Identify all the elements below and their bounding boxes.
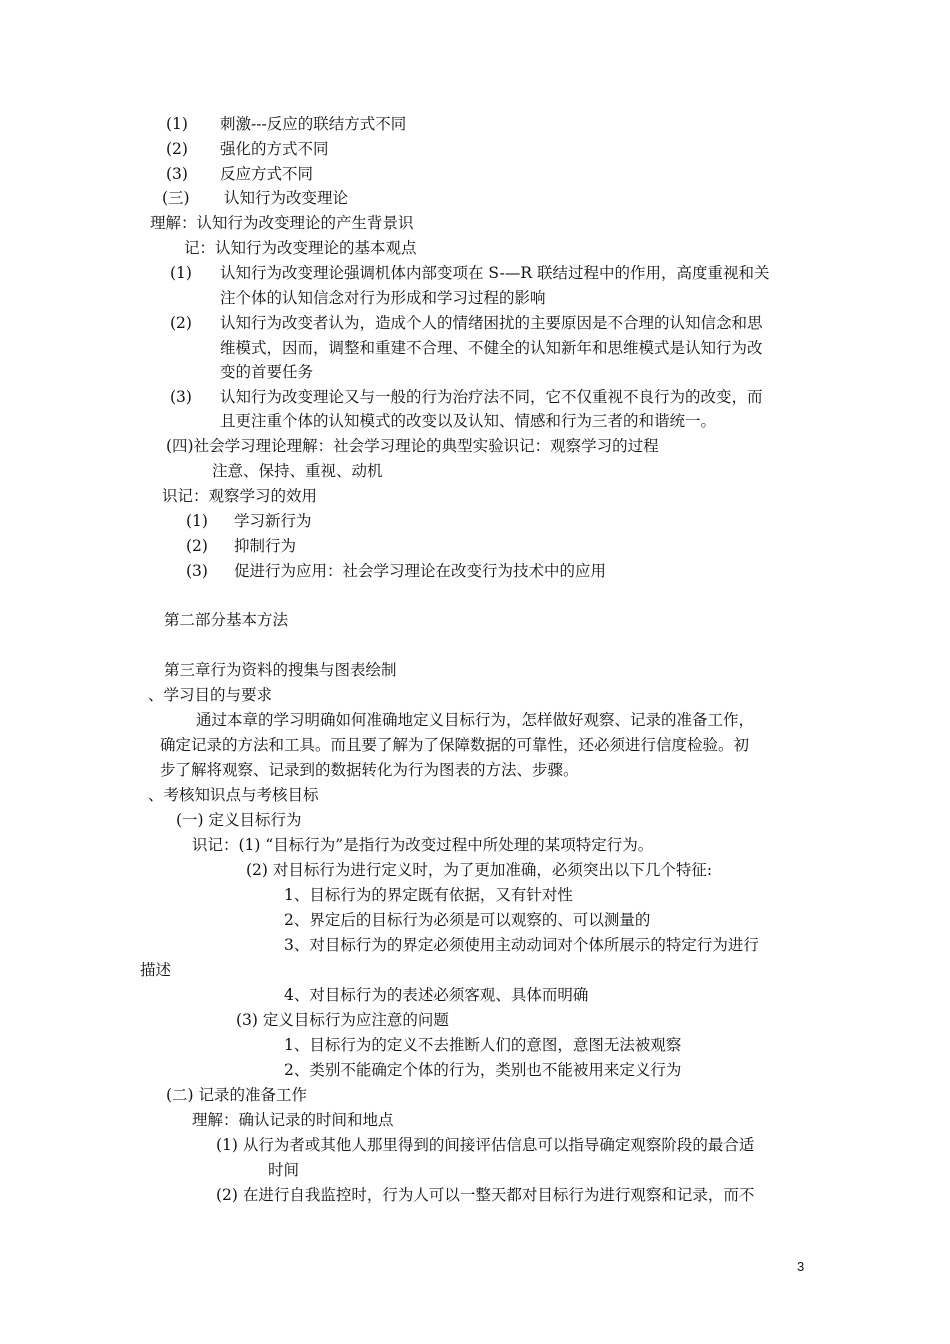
- subsection-heading: (一) 定义目标行为: [176, 811, 302, 829]
- understand-line: 理解：确认记录的时间和地点: [192, 1111, 394, 1129]
- section-heading: 认知行为改变理论: [224, 189, 349, 207]
- item-number: (3): [166, 165, 188, 183]
- understand-line: 理解：认知行为改变理论的产生背景识: [150, 214, 414, 232]
- list-item-line: 维模式，因而，调整和重建不合理、不健全的认知新年和思维模式是认知行为改: [220, 339, 763, 357]
- page-number: 3: [797, 1259, 805, 1274]
- goal-heading: 、学习目的与要求: [148, 686, 273, 704]
- remember-line: (2) 对目标行为进行定义时，为了更加准确，必须突出以下几个特征:: [246, 861, 713, 879]
- process-line: 注意、保持、重视、动机: [212, 462, 383, 480]
- feature-line: 描述: [140, 961, 172, 979]
- section-number: (三): [162, 189, 190, 207]
- chapter-title: 第三章行为资料的搜集与图表绘制: [164, 661, 397, 679]
- paragraph-line: 步了解将观察、记录到的数据转化为行为图表的方法、步骤。: [160, 761, 579, 779]
- subsection-heading: (二) 记录的准备工作: [166, 1086, 308, 1104]
- note-line: 1、目标行为的定义不去推断人们的意图，意图无法被观察: [284, 1036, 682, 1054]
- list-item: 学习新行为: [234, 512, 312, 530]
- list-item: 刺激---反应的联结方式不同: [220, 115, 407, 133]
- paragraph-line: (2) 在进行自我监控时，行为人可以一整天都对目标行为进行观察和记录，而不: [216, 1186, 755, 1204]
- paragraph-line: (1) 从行为者或其他人那里得到的间接评估信息可以指导确定观察阶段的最合适: [216, 1136, 755, 1154]
- remember-line: (3) 定义目标行为应注意的问题: [236, 1011, 449, 1029]
- remember-line: 识记：观察学习的效用: [162, 487, 318, 505]
- list-item: 强化的方式不同: [220, 140, 329, 158]
- feature-line: 1、目标行为的界定既有依据，又有针对性: [284, 886, 573, 904]
- item-number: (3): [186, 562, 208, 580]
- note-line: 2、类别不能确定个体的行为，类别也不能被用来定义行为: [284, 1061, 682, 1079]
- list-item-line: 认知行为改变理论又与一般的行为治疗法不同，它不仅重视不良行为的改变，而: [220, 388, 763, 406]
- list-item-line: 认知行为改变者认为，造成个人的情绪困扰的主要原因是不合理的认知信念和思: [220, 314, 763, 332]
- feature-line: 2、界定后的目标行为必须是可以观察的、可以测量的: [284, 911, 651, 929]
- list-item: 抑制行为: [234, 537, 297, 555]
- part-heading: 第二部分基本方法: [164, 611, 289, 629]
- list-item: 反应方式不同: [220, 165, 314, 183]
- list-item-line: 认知行为改变理论强调机体内部变项在 S-—R 联结过程中的作用，高度重视和关: [220, 264, 770, 282]
- list-item-line: 注个体的认知信念对行为形成和学习过程的影响: [220, 289, 546, 307]
- exam-heading: 、考核知识点与考核目标: [148, 786, 319, 804]
- remember-line: 记：认知行为改变理论的基本观点: [184, 239, 417, 257]
- feature-line: 4、对目标行为的表述必须客观、具体而明确: [284, 986, 589, 1004]
- item-number: (2): [170, 314, 192, 332]
- list-item-line: 且更注重个体的认知模式的改变以及认知、情感和行为三者的和谐统一。: [220, 412, 717, 430]
- section-heading: (四)社会学习理论理解：社会学习理论的典型实验识记：观察学习的过程: [166, 437, 659, 455]
- paragraph-line: 通过本章的学习明确如何准确地定义目标行为，怎样做好观察、记录的准备工作，: [196, 711, 755, 729]
- list-item: 促进行为应用：社会学习理论在改变行为技术中的应用: [234, 562, 607, 580]
- item-number: (2): [186, 537, 208, 555]
- item-number: (1): [186, 512, 208, 530]
- item-number: (3): [170, 388, 192, 406]
- feature-line: 3、对目标行为的界定必须使用主动动词对个体所展示的特定行为进行: [284, 936, 759, 954]
- paragraph-line: 确定记录的方法和工具。而且要了解为了保障数据的可靠性，还必须进行信度检验。初: [160, 736, 750, 754]
- item-number: (1): [170, 264, 192, 282]
- list-item-line: 变的首要任务: [220, 363, 314, 381]
- item-number: (1): [166, 115, 188, 133]
- item-number: (2): [166, 140, 188, 158]
- paragraph-line: 时间: [268, 1161, 300, 1179]
- remember-line: 识记：(1) “目标行为”是指行为改变过程中所处理的某项特定行为。: [192, 836, 654, 854]
